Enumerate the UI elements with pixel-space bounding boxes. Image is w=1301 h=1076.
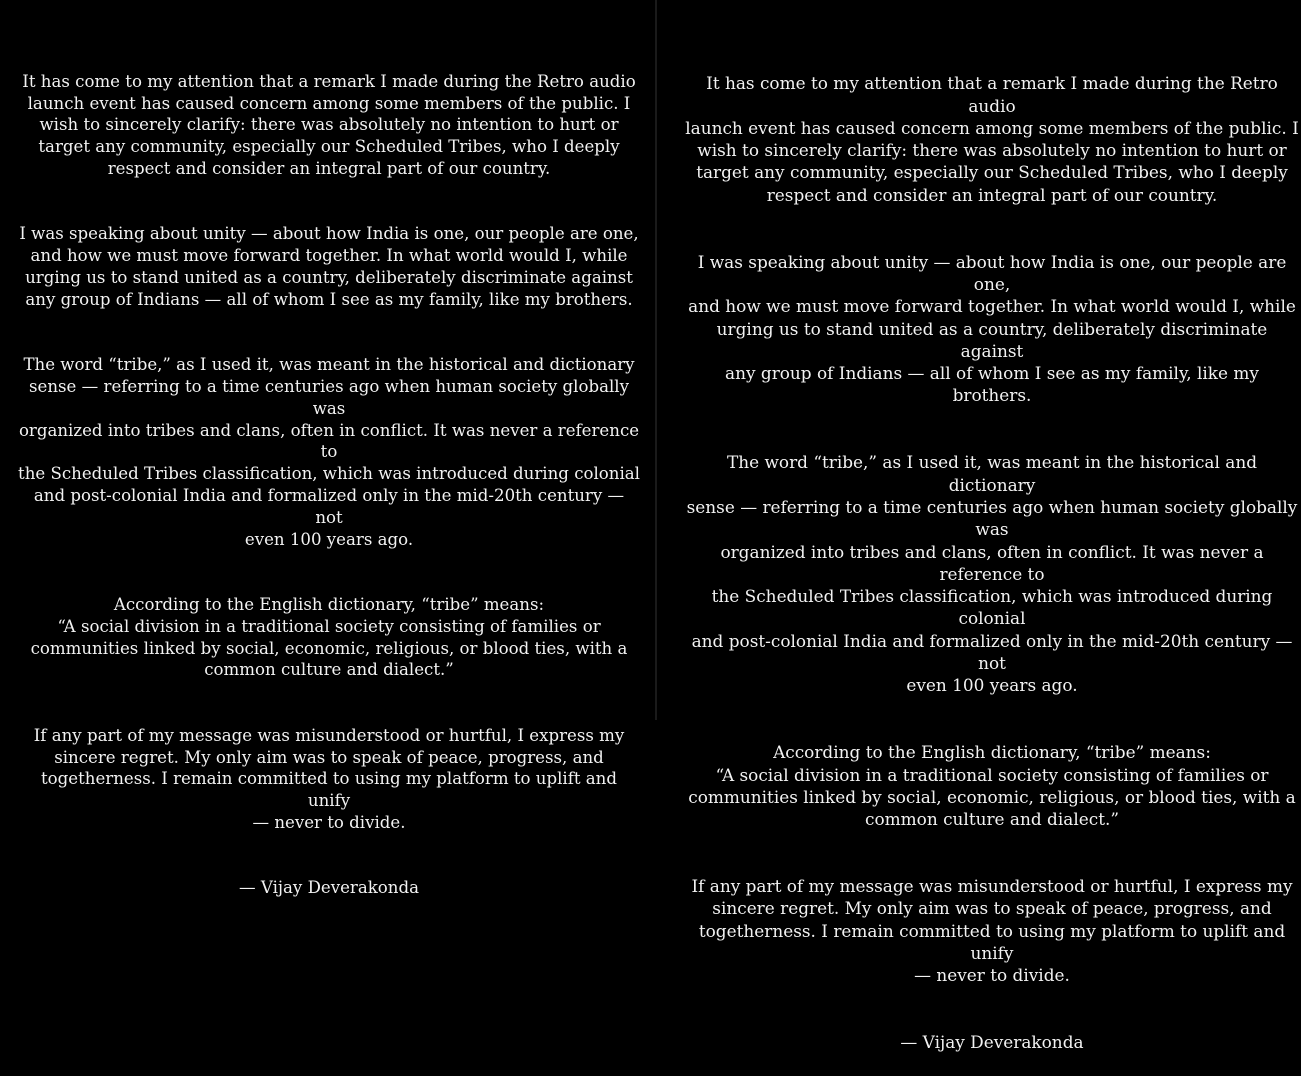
statement-panel-left: [0, 0, 655, 898]
paragraph-unity: I was speaking about unity — about how India is one, our people are one, and how we must move forward together. In what world would I, while urging us to stand united as a country, deliberately discriminate against any group of Indians — all of whom I see as my family, like my brothers.: [19, 224, 639, 309]
paragraph-unity: I was speaking about unity — about how India is one, our people are one, and how we must move forward together. In what world would I, while urging us to stand united as a country, deliberately discriminate against any group of Indians — all of whom I see as my family, like my brothers.: [688, 251, 1296, 406]
statement-panel-right: [657, 0, 1299, 1053]
paragraph-tribe-meaning: The word “tribe,” as I used it, was meant in the historical and dictionary sense — referring to a time centuries ago when human society globally was organized into tribes and clans, often in conflict. It was never a reference to the Scheduled Tribes classification, which was introduced during colonial and post-colonial India and formalized only in the mid-20th century — not even 100 years ago.: [18, 355, 640, 549]
signature: — Vijay Deverakonda: [239, 878, 419, 898]
paragraph-dictionary-definition: According to the English dictionary, “tribe” means: “A social division in a traditional society consisting of families or communities linked by social, economic, religious, or blood ties, with a common culture and dialect.”: [688, 742, 1296, 830]
paragraph-regret: If any part of my message was misunderstood or hurtful, I express my sincere regret. My only aim was to speak of peace, progress, and togetherness. I remain committed to using my platform to uplift and unify — never to divide.: [691, 875, 1293, 986]
paragraph-dictionary-definition: According to the English dictionary, “tribe” means: “A social division in a traditional society consisting of families or communities linked by social, economic, religious, or blood ties, with a common culture and dialect.”: [30, 594, 628, 680]
paragraph-clarification: It has come to my attention that a remark I made during the Retro audio launch event has caused concern among some members of the public. I wish to sincerely clarify: there was absolutely no intention to hurt or target any community, especially our Scheduled Tribes, who I deeply respect and consider an integral part of our country.: [685, 73, 1299, 205]
statement-text-left: [18, 49, 640, 921]
paragraph-tribe-meaning: The word “tribe,” as I used it, was meant in the historical and dictionary sense — referring to a time centuries ago when human society globally was organized into tribes and clans, often in conflict. It was never a reference to the Scheduled Tribes classification, which was introduced during colonial and post-colonial India and formalized only in the mid-20th century — not even 100 years ago.: [686, 452, 1298, 696]
paragraph-clarification: It has come to my attention that a remark I made during the Retro audio launch event has caused concern among some members of the public. I wish to sincerely clarify: there was absolutely no intention to hurt or target any community, especially our Scheduled Tribes, who I deeply respect and consider an integral part of our country.: [22, 71, 636, 178]
paragraph-regret: If any part of my message was misunderstood or hurtful, I express my sincere regret. My only aim was to speak of peace, progress, and togetherness. I remain committed to using my platform to uplift and unify — never to divide.: [33, 725, 625, 832]
signature: — Vijay Deverakonda: [900, 1032, 1084, 1053]
statement-text-right: [683, 50, 1301, 1076]
